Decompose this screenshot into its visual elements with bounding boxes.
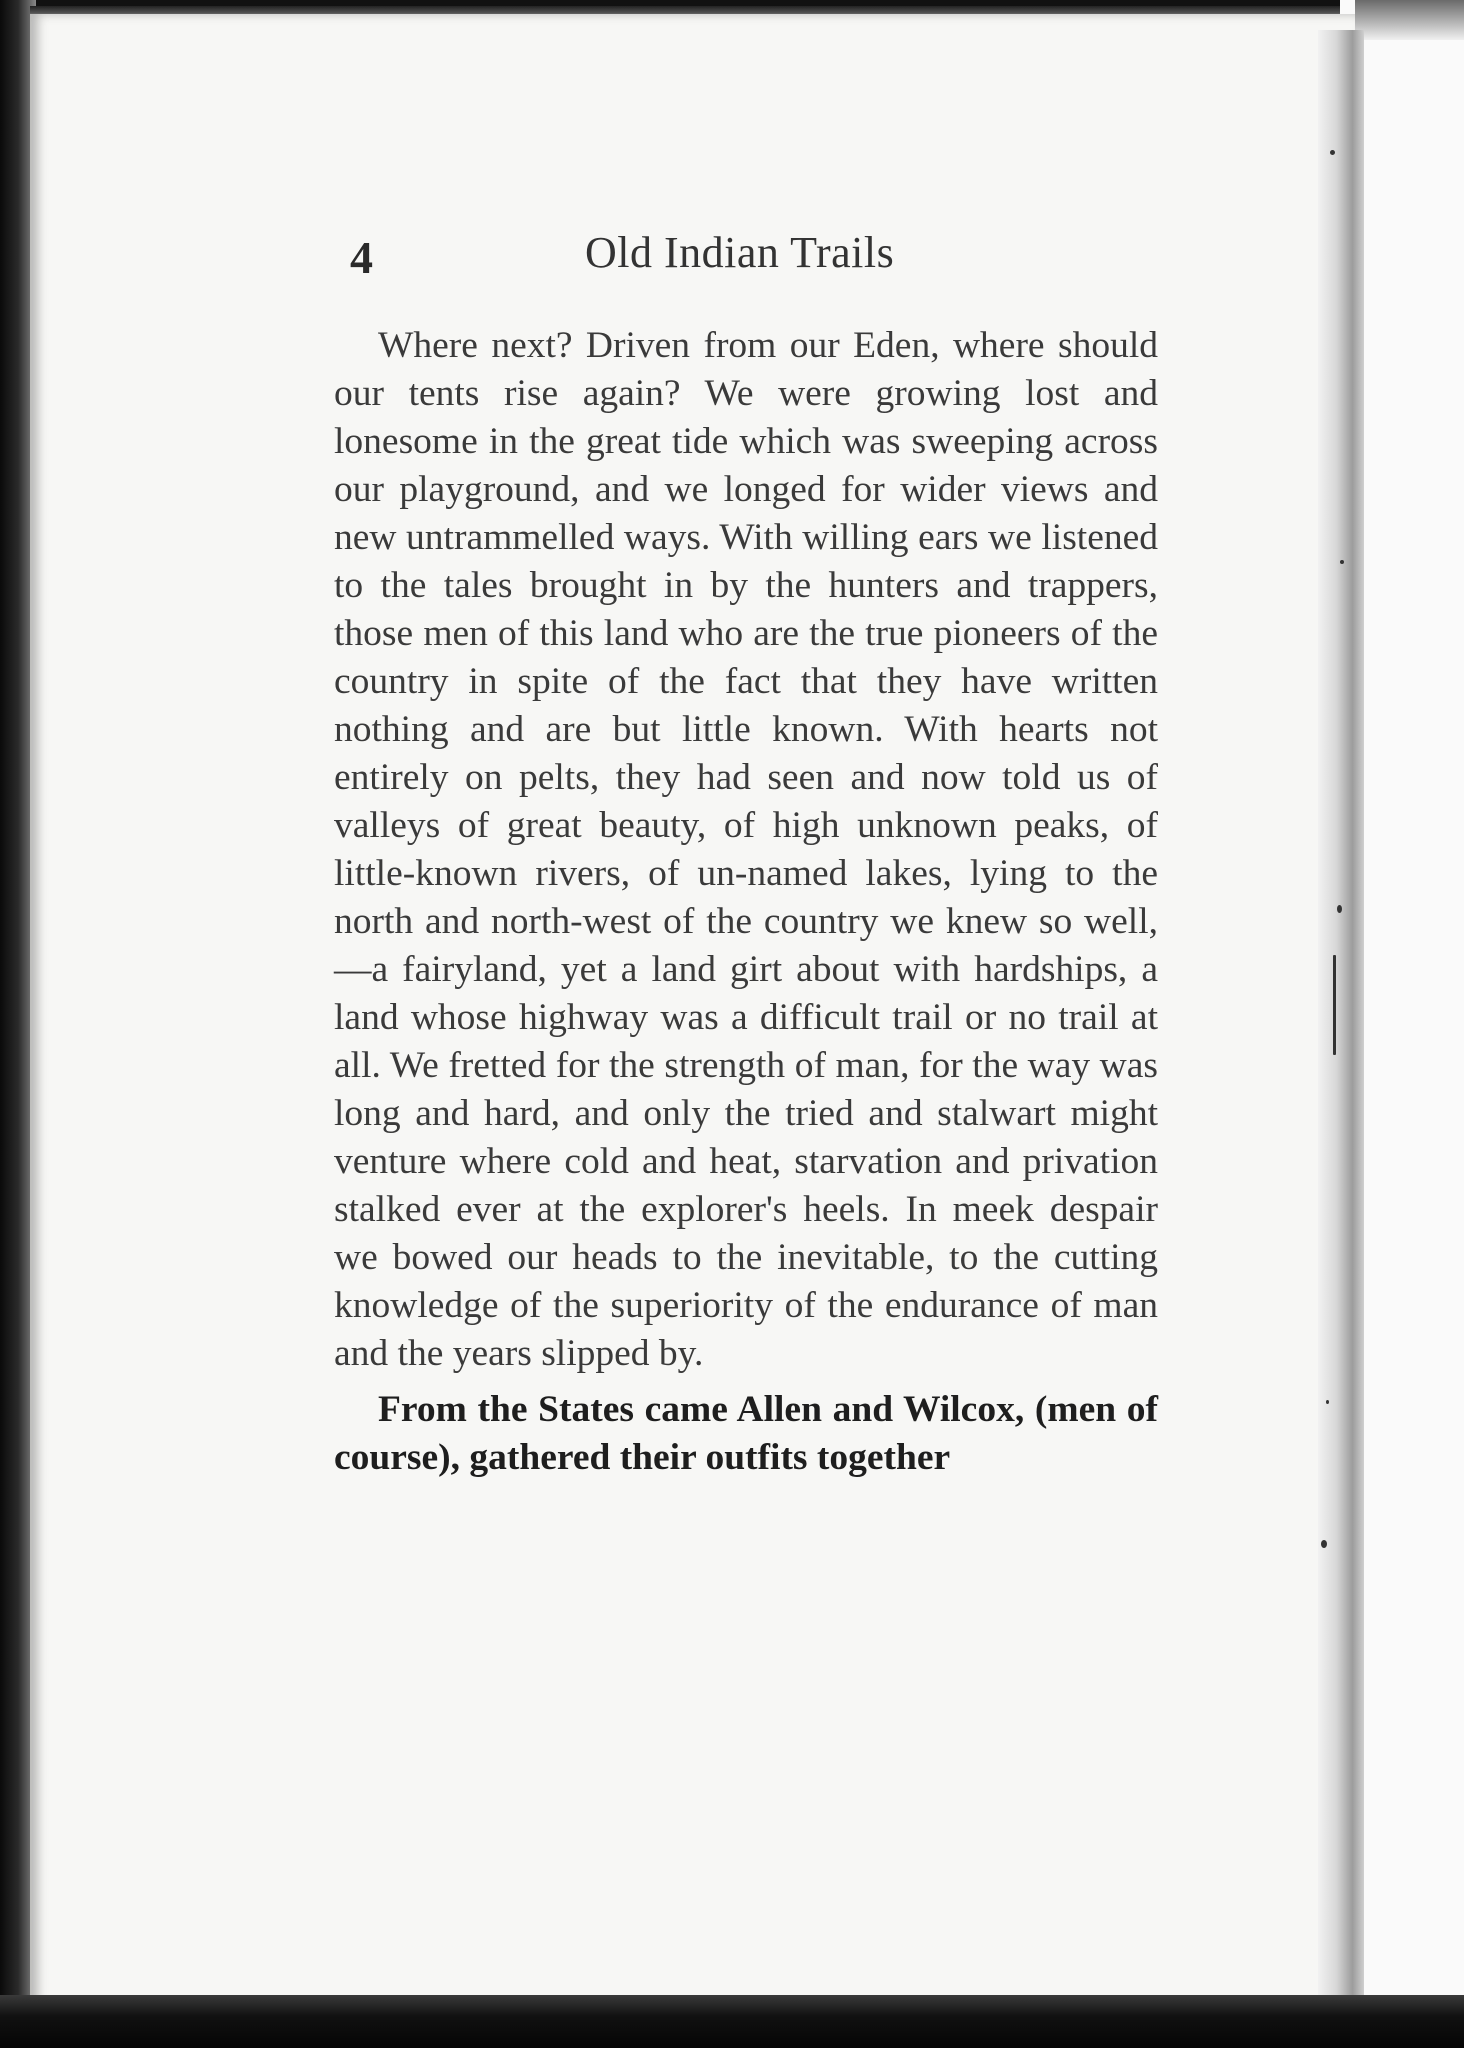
scan-bottom-edge — [0, 1995, 1464, 2048]
running-title: Old Indian Trails — [585, 228, 895, 277]
page-gutter-shadow — [1318, 30, 1364, 2005]
page-body — [334, 322, 1158, 1482]
scan-shadow — [1355, 0, 1464, 40]
body-paragraph: From the States came Allen and Wilcox, (men of course), gathered their outfits together — [334, 1389, 1158, 1478]
scan-speck — [1337, 905, 1342, 913]
body-paragraph: Where next? Driven from our Eden, where should our tents rise again? We were growing lost and lonesome in the great tide which was sweeping across our playground, and we longed for wider views and new untrammelled ways. With willing ears we listened to the tales brought in by the hunters and trappers, those men of this land who are the true pioneers of the country in spite of the fact that they have written nothing and are but little known. With hearts not entirely on pelts, they had seen and now told us of valleys of great beauty, of high unknown peaks, of little-known rivers, of un-named lakes, lying to the north and north-west of the country we knew so well,—a fairyland, yet a land girt about with hardships, a land whose highway was a difficult trail or no trail at all. We fretted for the strength of man, for the way was long and hard, and only the tried and stalwart might venture where cold and heat, starvation and privation stalked ever at the explorer's heels. In meek despair we bowed our heads to the inevitable, to the cutting knowledge of the superiority of the endurance of man and the years slipped by. — [334, 325, 1158, 1374]
page-number: 4 — [350, 232, 373, 283]
scan-speck — [1333, 955, 1336, 1055]
scan-speck — [1321, 1540, 1327, 1548]
page-header — [340, 225, 1170, 295]
scan-speck — [1340, 560, 1344, 564]
scan-speck — [1326, 1400, 1329, 1404]
scan-speck — [1330, 150, 1335, 155]
